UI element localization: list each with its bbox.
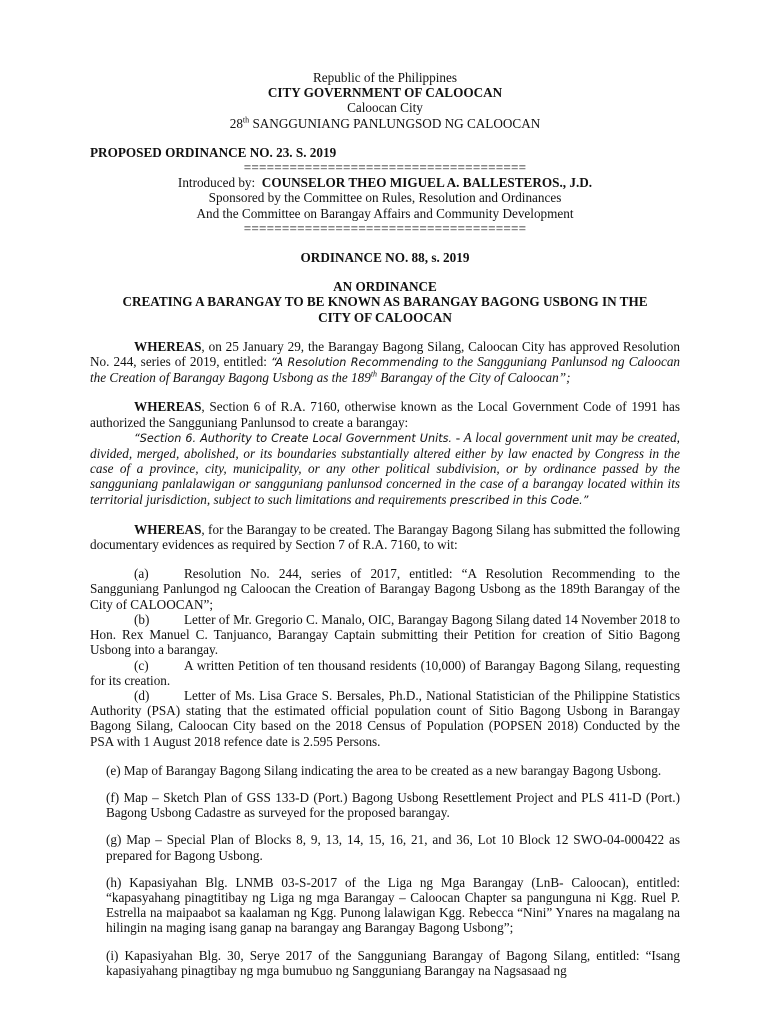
whereas-1-quote-sup: th <box>370 369 378 379</box>
whereas-2-quote-body: - A local government unit may be created, divided, merged, abolished, or its boundaries substantially altered either by law enacted by Congress in the case of a province, city, municipality, or any other political subdivision, or by ordinance passed by the sangguniang panlalawigan or sangguniang panlunsod concerned in the case of a barangay located within its territorial jurisdiction, subject to such limitations and requirements <box>90 429 680 507</box>
evidence-item-g: (g) Map – Special Plan of Blocks 8, 9, 13, 14, 15, 16, 21, and 36, Lot 10 Block 12 SWO-04-000422 as prepared for Bagong Usbong. <box>106 832 680 863</box>
whereas-2-quote-end: prescribed in this Code.” <box>449 493 589 507</box>
whereas-1 <box>90 339 680 386</box>
whereas-2-quote <box>90 430 680 508</box>
whereas-1-text: , on 25 January 29, the Barangay Bagong Silang, Caloocan City has approved Resolution No. 244, series of 2019, entitled: <box>90 338 680 370</box>
whereas-3 <box>90 522 680 552</box>
whereas-1-quote-a: “A Resolution Recommending <box>270 356 439 370</box>
whereas-2 <box>90 399 680 429</box>
evidence-item-a <box>90 566 680 612</box>
header-sanggunian-sup: th <box>242 115 250 125</box>
divider-bottom: ===================================== <box>243 220 527 236</box>
evidence-item-f: (f) Map – Sketch Plan of GSS 133-D (Port.) Bagong Usbong Resettlement Project and PLS 411-D (Port.) Bagong Usbong Cadastre as surveyed for the proposed barangay. <box>106 789 680 821</box>
ordinance-title: CREATING A BARANGAY TO BE KNOWN AS BARANGAY BAGONG USBONG IN THE CITY OF CALOOCAN <box>122 294 648 325</box>
sponsor-line-2: And the Committee on Barangay Affairs and Community Development <box>196 205 574 221</box>
header-city-government: CITY GOVERNMENT OF CALOOCAN <box>267 85 503 101</box>
ordinance-number: ORDINANCE NO. 88, s. 2019 <box>300 250 470 266</box>
evidence-list <box>90 566 680 748</box>
whereas-1-keyword: WHEREAS <box>134 338 202 354</box>
whereas-2-keyword: WHEREAS <box>134 399 202 415</box>
header-sanggunian-text: SANGGUNIANG PANLUNGSOD NG CALOOCAN <box>249 115 541 131</box>
evidence-item-d-label: (d) <box>134 687 150 703</box>
title-an-ordinance: AN ORDINANCE <box>333 279 437 295</box>
introducer-name: COUNSELOR THEO MIGUEL A. BALLESTEROS., J.D. <box>261 175 593 191</box>
evidence-item-c <box>90 658 680 688</box>
whereas-1-quote-b: to the Sangguniang Panlunsod ng Caloocan the Creation of Barangay Bagong Usbong as the 189 <box>90 354 681 386</box>
evidence-item-a-label: (a) <box>134 566 149 582</box>
whereas-2-text: , Section 6 of R.A. 7160, otherwise known as the Local Government Code of 1991 has authorized the Sangguniang Panlunsod to create a barangay: <box>90 399 680 430</box>
evidence-item-h: (h) Kapasiyahan Blg. LNMB 03-S-2017 of the Liga ng Mga Barangay (LnB- Caloocan), entitled: “kapasyahang pinagtitibay ng Liga ng mga Barangay – Caloocan Chapter sa pangunguna ni Kgg. Ruel P. Estrella na maipaabot sa kaalaman ng Kgg. Punong lalawigan Kgg. Rebecca “Nini” Ynares na magalang na hilingin na maging isang ganap na barangay ang Barangay Bagong Usbong”; <box>106 874 680 936</box>
evidence-item-d <box>90 688 680 749</box>
evidence-item-c-text: A written Petition of ten thousand residents (10,000) of Barangay Bagong Silang, requesting for its creation. <box>90 657 680 688</box>
evidence-item-e: (e) Map of Barangay Bagong Silang indicating the area to be created as a new barangay Bagong Usbong. <box>106 762 662 778</box>
evidence-item-d-text: Letter of Ms. Lisa Grace S. Bersales, Ph.D., National Statistician of the Philippine Statistics Authority (PSA) stating that the estimated official population count of Sitio Bagong Usbong in Barangay Bagong Silang, Caloocan City based on the 2018 Census of Population (POPSEN 2018) Conducted by the PSA with 1 August 2018 refence date is 2.595 Persons. <box>90 687 680 749</box>
document-page <box>90 70 680 978</box>
header-sanggunian <box>90 116 680 131</box>
whereas-3-keyword: WHEREAS <box>134 521 202 537</box>
header-republic: Republic of the Philippines <box>313 70 457 85</box>
introduced-by <box>90 175 680 190</box>
divider-top: ===================================== <box>243 160 527 176</box>
evidence-item-c-label: (c) <box>134 657 149 673</box>
whereas-3-text: , for the Barangay to be created. The Barangay Bagong Silang has submitted the following documentary evidences as required by Section 7 of R.A. 7160, to wit: <box>90 521 680 553</box>
evidence-item-b <box>90 612 680 658</box>
header-city: Caloocan City <box>347 100 423 116</box>
header-sanggunian-number: 28 <box>229 115 243 131</box>
sponsor-line-1: Sponsored by the Committee on Rules, Resolution and Ordinances <box>208 190 562 206</box>
evidence-item-b-label: (b) <box>134 611 150 627</box>
proposed-ordinance: PROPOSED ORDINANCE NO. 23. S. 2019 <box>90 144 337 160</box>
whereas-2-quote-heading: “Section 6. Authority to Create Local Government Units. <box>134 431 452 445</box>
evidence-item-a-text: Resolution No. 244, series of 2017, entitled: “A Resolution Recommending to the Sangguniang Panlungod ng Caloocan the Creation of Barangay Bagong Usbong as the 189th Barangay of the City of CALOOCAN”; <box>90 566 680 612</box>
evidence-item-b-text: Letter of Mr. Gregorio C. Manalo, OIC, Barangay Bagong Silang dated 14 November 2018 to Hon. Rex Manuel C. Tanjuanco, Barangay Captain submitting their Petition for creation of Sitio Bagong Usbong into a barangay. <box>90 611 680 658</box>
evidence-item-i: (i) Kapasiyahan Blg. 30, Serye 2017 of the Sangguniang Barangay of Bagong Silang, entitled: “Isang kapasiyahang pinagtibay ng mga bumubuo ng Sangguniang Barangay na Nagsasaad ng <box>106 947 680 978</box>
whereas-1-quote-c: Barangay of the City of Caloocan”; <box>377 370 571 386</box>
introduced-label: Introduced by: <box>177 175 256 191</box>
